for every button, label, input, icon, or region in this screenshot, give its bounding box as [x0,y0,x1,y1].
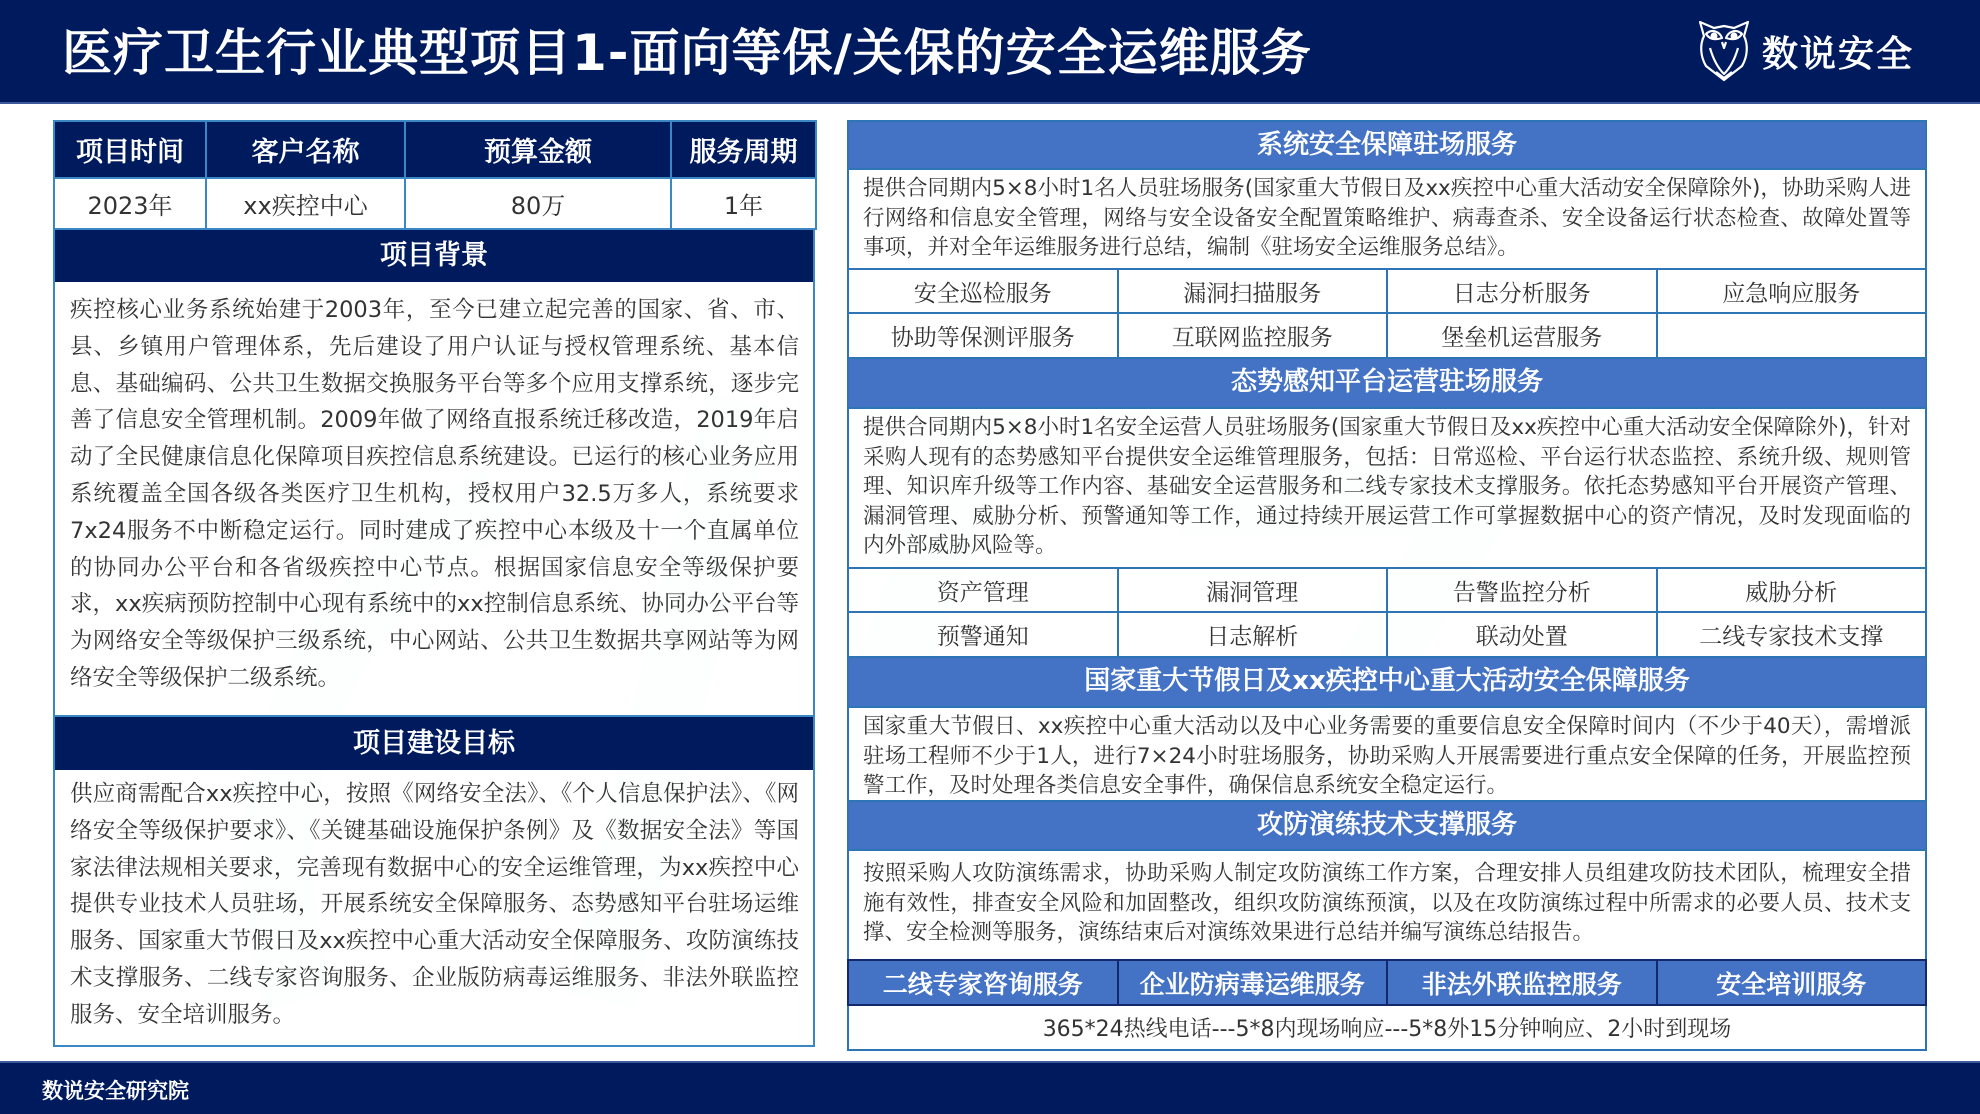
other-service-item: 非法外联监控服务 [1388,961,1658,1006]
left-panel [53,120,815,1047]
service-item: 互联网监控服务 [1119,314,1389,359]
background-heading: 项目背景 [53,230,815,282]
hotline-text: 365*24热线电话---5*8内现场响应---5*8外15分钟响应、2小时到现场 [847,1006,1927,1051]
project-info-table [53,120,817,230]
background-text: 疾控核心业务系统始建于2003年，至今已建立起完善的国家、省、市、县、乡镇用户管理体系，先后建设了用户认证与授权管理系统、基本信息、基础编码、公共卫生数据交换服务平台等多个应用支撑系统，逐步完善了信息安全管理机制。2009年做了网络直报系统迁移改造，2019年启动了全民健康信息化保障项目疾控信息系统建设。已运行的核心业务应用系统覆盖全国各级各类医疗卫生机构，授权用户32.5万多人，系统要求7x24服务不中断稳定运行。同时建成了疾控中心本级及十一个直属单位的协同办公平台和各省级疾控中心节点。根据国家信息安全等级保护要求，xx疾病预防控制中心现有系统中的xx控制信息系统、协同办公平台等为网络安全等级保护三级系统，中心网站、公共卫生数据共享网站等为网络安全等级保护二级系统。 [53,282,815,717]
other-services-grid [847,959,1927,1006]
page-title: 医疗卫生行业典型项目1-面向等保/关保的安全运维服务 [62,24,1312,82]
system-security-text: 提供合同期内5×8小时1名人员驻场服务(国家重大节假日及xx疾控中心重大活动安全保障除外)，协助采购人进行网络和信息安全管理，网络与安全设备安全配置策略维护、病毒查杀、安全设备运行状态检查、故障处置等事项，并对全年运维服务进行总结，编制《驻场安全运维服务总结》。 [847,168,1927,268]
function-item: 漏洞管理 [1119,569,1389,613]
system-security-services-grid [847,268,1927,359]
page-header [0,0,1980,104]
service-item: 安全巡检服务 [849,270,1119,314]
right-panel [847,120,1927,1051]
function-item: 联动处置 [1388,613,1658,658]
header-project-time: 项目时间 [54,121,206,178]
logo-text: 数说安全 [1762,33,1915,75]
service-item: 应急响应服务 [1658,270,1928,314]
service-item-empty [1658,314,1928,359]
service-item: 堡垒机运营服务 [1388,314,1658,359]
service-item: 漏洞扫描服务 [1119,270,1389,314]
table-row [54,178,816,229]
attack-defense-heading: 攻防演练技术支撑服务 [847,800,1927,849]
page-footer [0,1061,1980,1114]
brand-logo [1696,18,1914,84]
function-item: 日志解析 [1119,613,1389,658]
goals-text: 供应商需配合xx疾控中心，按照《网络安全法》、《个人信息保护法》、《网络安全等级保护要求》、《关键基础设施保护条例》及《数据安全法》等国家法律法规相关要求，完善现有数据中心的安全运维管理，为xx疾控中心提供专业技术人员驻场，开展系统安全保障服务、态势感知平台驻场运维服务、国家重大节假日及xx疾控中心重大活动安全保障服务、攻防演练技术支撑服务、二线专家咨询服务、企业版防病毒运维服务、非法外联监控服务、安全培训服务。 [53,770,815,1047]
value-project-time: 2023年 [54,178,206,229]
function-item: 二线专家技术支撑 [1658,613,1928,658]
table-header-row [54,121,816,178]
function-item: 告警监控分析 [1388,569,1658,613]
situation-awareness-functions-grid [847,567,1927,658]
situation-awareness-heading: 态势感知平台运营驻场服务 [847,359,1927,407]
attack-defense-text: 按照采购人攻防演练需求，协助采购人制定攻防演练工作方案，合理安排人员组建攻防技术团队，梳理安全措施有效性，排查安全风险和加固整改，组织攻防演练预演，以及在攻防演练过程中所需求的必要人员、技术支撑、安全检测等服务，演练结束后对演练效果进行总结并编写演练总结报告。 [847,849,1927,959]
function-item: 资产管理 [849,569,1119,613]
value-service-period: 1年 [671,178,816,229]
value-client-name: xx疾控中心 [206,178,405,229]
other-service-item: 企业防病毒运维服务 [1119,961,1389,1006]
holiday-text: 国家重大节假日、xx疾控中心重大活动以及中心业务需要的重要信息安全保障时间内（不少于40天），需增派驻场工程师不少于1人，进行7×24小时驻场服务，协助采购人开展需要进行重点安全保障的任务，开展监控预警工作，及时处理各类信息安全事件，确保信息系统安全稳定运行。 [847,706,1927,800]
value-budget: 80万 [405,178,671,229]
header-budget: 预算金额 [405,121,671,178]
goals-heading: 项目建设目标 [53,717,815,770]
system-security-heading: 系统安全保障驻场服务 [847,120,1927,168]
service-item: 协助等保测评服务 [849,314,1119,359]
other-service-item: 安全培训服务 [1658,961,1928,1006]
header-client-name: 客户名称 [206,121,405,178]
function-item: 预警通知 [849,613,1119,658]
holiday-heading: 国家重大节假日及xx疾控中心重大活动安全保障服务 [847,658,1927,706]
header-service-period: 服务周期 [671,121,816,178]
situation-awareness-text: 提供合同期内5×8小时1名安全运营人员驻场服务(国家重大节假日及xx疾控中心重大活动安全保障除外)，针对采购人现有的态势感知平台提供安全运维管理服务，包括：日常巡检、平台运行状态监控、系统升级、规则管理、知识库升级等工作内容、基础安全运营服务和二线专家技术支撑服务。依托态势感知平台开展资产管理、漏洞管理、威胁分析、预警通知等工作，通过持续开展运营工作可掌握数据中心的资产情况，及时发现面临的内外部威胁风险等。 [847,407,1927,567]
function-item: 威胁分析 [1658,569,1928,613]
service-item: 日志分析服务 [1388,270,1658,314]
owl-icon [1696,18,1752,84]
other-service-item: 二线专家咨询服务 [849,961,1119,1006]
footer-text: 数说安全研究院 [42,1079,189,1103]
